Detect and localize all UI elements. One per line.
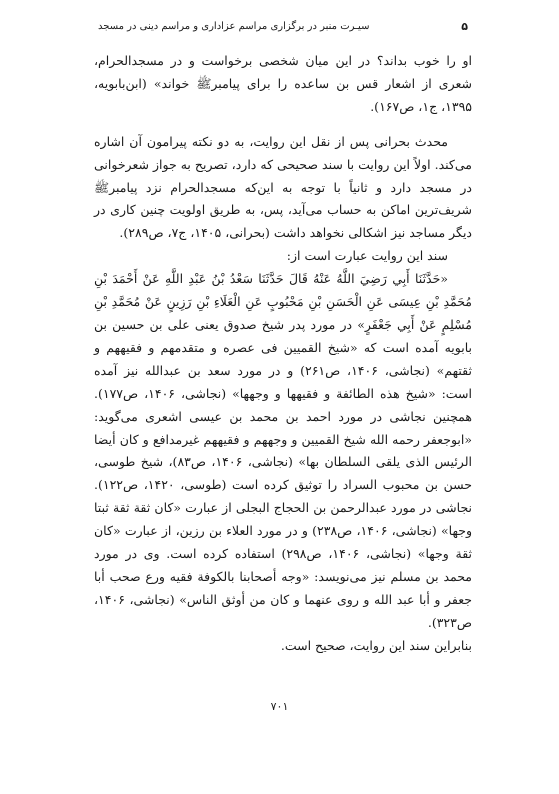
page-number: ۷۰۱ <box>270 700 289 713</box>
body-text <box>94 50 472 658</box>
paragraph-continuation: او را خوب بداند؟ در این میان شخصی برخواست و در مسجدالحرام، شعری از اشعار قس بن ساعده را برای پیامبرﷺ خواند» (ابن‌بابویه، ۱۳۹۵، ج۱، ص۱۶۷). <box>94 53 472 114</box>
running-head <box>98 20 468 33</box>
paragraph-sanad-chain: «حَدَّثَنَا أَبِي رَضِيَ اللَّهُ عَنْهُ قَالَ حَدَّثَنَا سَعْدُ بْنُ عَبْدِ اللَّهِ عَنْ أَحْمَدَ بْنِ مُحَمَّدِ بْنِ عِيسَى عَنِ الْحَسَنِ بْنِ مَحْبُوبٍ عَنِ الْعَلَاءِ بْنِ رَزِينٍ عَنْ مُحَمَّدِ بْنِ مُسْلِمٍ عَنْ أَبِي جَعْفَرٍ» در مورد پدر شیخ صدوق یعنی علی بن حسین بن بابویه آمده است که «شیخ القمیین فی عصره و متقدمهم و فقیههم و ثقتهم» (نجاشی، ۱۴۰۶، ص۲۶۱) و در مورد سعد بن عبدالله نیز آمده است: «شیخ هذه الطائفة و فقیهها و وجهها» (نجاشی، ۱۴۰۶، ص۱۷۷). همچنین نجاشی در مورد احمد بن محمد بن عیسی اشعری می‌گوید: «ابوجعفر رحمه الله شیخ القمیین و وجههم و فقیههم غیرمدافع و کان أیضا الرئیس الذی یلقی السلطان بها» (نجاشی، ۱۴۰۶، ص۸۳)، شیخ طوسی، حسن بن محبوب السراد را توثیق کرده است (طوسی، ۱۴۲۰، ص۱۲۲). نجاشی در مورد عبدالرحمن بن الحجاج البجلی از عبارت «کان ثقة ثقة ثبتا وجها» (نجاشی، ۱۴۰۶، ص۲۳۸) و در مورد العلاء بن رزین، از عبارت «کان ثقة وجها» (نجاشی، ۱۴۰۶، ص۲۹۸) استفاده کرده است. وی در مورد محمد بن مسلم نیز می‌نویسد: «وجه أصحابنا بالکوفة فقیه ورع صحب أبا جعفر و أبا عبد الله و روی عنهما و کان من أوثق الناس» (نجاشی، ۱۴۰۶، ص۳۲۳). <box>94 271 473 630</box>
paragraph-bahrani: محدث بحرانی پس از نقل این روایت، به دو نکته پیرامون آن اشاره می‌کند. اولاً این روایت با سند صحیحی که دارد، تصریح به جواز شعرخوانی در مسجد دارد و ثانیاً با توجه به این‌که مسجدالحرام نزد پیامبرﷺ شریف‌ترین اماکن به حساب می‌آید، پس، به طریق اولویت چنین کاری در دیگر مساجد نیز اشکالی نخواهد داشت (بحرانی، ۱۴۰۵، ج۷، ص۲۸۹). <box>94 133 472 241</box>
paragraph-conclusion: بنابراین سند این روایت، صحیح است. <box>280 637 472 653</box>
paragraph-sanad-intro: سند این روایت عبارت است از: <box>286 248 448 264</box>
header-page-number: ۵ <box>461 20 468 33</box>
header-title: سیـرت منبر در برگزاری مراسم عزاداری و مراسم دینی در مسجد <box>98 21 370 32</box>
